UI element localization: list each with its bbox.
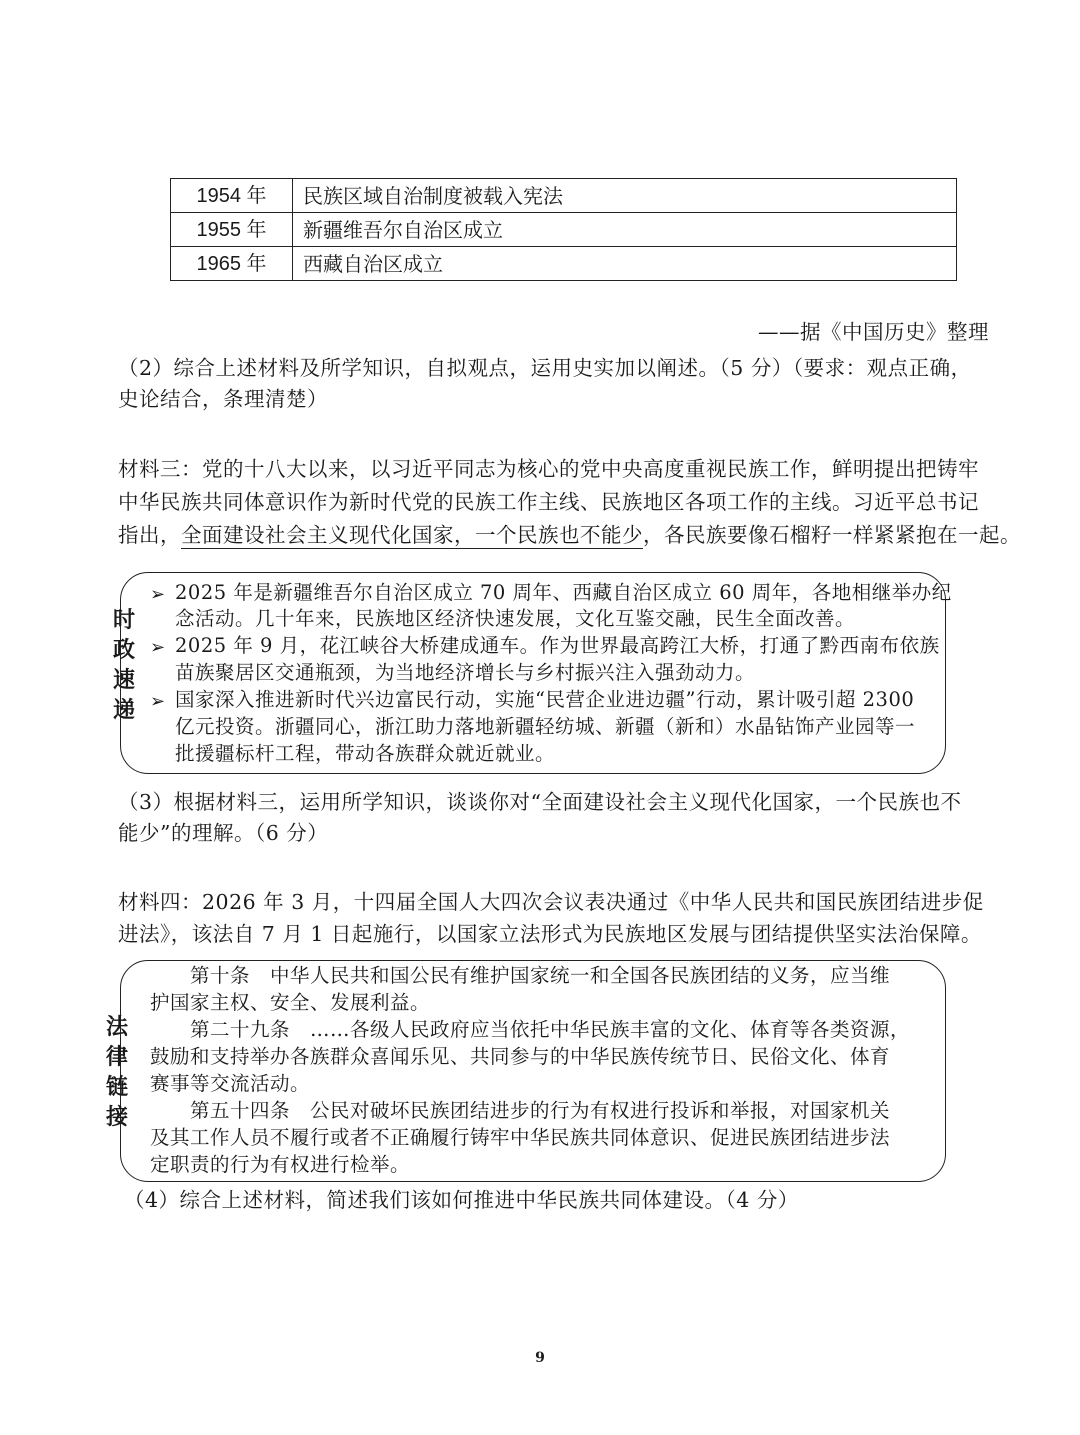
page-number: 9 <box>535 1350 545 1366</box>
law-article-54-line: 第五十四条 公民对破坏民族团结进步的行为有权进行投诉和举报，对国家机关 <box>190 1099 891 1122</box>
news-line: 2025 年 9 月，花江峡谷大桥建成通车。作为世界最高跨江大桥，打通了黔西南布依族 <box>175 634 940 657</box>
question-2-line-1: （2）综合上述材料及所学知识，自拟观点，运用史实加以阐述。（5 分）（要求：观点正确， <box>118 356 972 380</box>
table-row <box>171 179 957 213</box>
question-3-line-1: （3）根据材料三，运用所学知识，谈谈你对“全面建设社会主义现代化国家，一个民族也不 <box>118 790 962 814</box>
news-line: 国家深入推进新时代兴边富民行动，实施“民营企业进边疆”行动，累计吸引超 2300 <box>175 688 915 711</box>
event-cell: 西藏自治区成立 <box>293 247 957 281</box>
news-line: 亿元投资。浙疆同心，浙江助力落地新疆轻纺城、新疆（新和）水晶钻饰产业园等一 <box>175 715 916 738</box>
question-2-line-2: 史论结合，条理清楚） <box>118 387 328 411</box>
event-cell: 新疆维吾尔自治区成立 <box>293 213 957 247</box>
material-3-line-1: 材料三：党的十八大以来，以习近平同志为核心的党中央高度重视民族工作，鲜明提出把铸牢 <box>118 457 979 481</box>
year-cell: 1965 年 <box>171 247 293 281</box>
source-citation: ——据《中国历史》整理 <box>758 320 989 344</box>
bullet-arrow-icon: ➢ <box>150 584 166 605</box>
law-article-10-line: 第十条 中华人民共和国公民有维护国家统一和全国各民族团结的义务，应当维 <box>190 964 891 987</box>
law-link-label: 法 律 链 接 <box>105 1014 128 1130</box>
news-line: 2025 年是新疆维吾尔自治区成立 70 周年、西藏自治区成立 60 周年，各地相继举办纪 <box>175 581 952 604</box>
table-row <box>171 213 957 247</box>
news-line: 念活动。几十年来，民族地区经济快速发展，文化互鉴交融，民生全面改善。 <box>175 607 856 630</box>
event-cell: 民族区域自治制度被载入宪法 <box>293 179 957 213</box>
law-line: 定职责的行为有权进行检举。 <box>150 1153 411 1176</box>
year-cell: 1955 年 <box>171 213 293 247</box>
law-line: 护国家主权、安全、发展利益。 <box>150 991 431 1014</box>
timeline-table <box>170 178 957 281</box>
news-line: 批援疆标杆工程，带动各族群众就近就业。 <box>175 742 556 765</box>
bullet-arrow-icon: ➢ <box>150 637 166 658</box>
question-4: （4）综合上述材料，简述我们该如何推进中华民族共同体建设。（4 分） <box>124 1188 799 1212</box>
question-3-line-2: 能少”的理解。（6 分） <box>118 821 329 845</box>
material-3-line-2: 中华民族共同体意识作为新时代党的民族工作主线、民族地区各项工作的主线。习近平总书记 <box>118 490 979 514</box>
law-line: 鼓励和支持举办各族群众喜闻乐见、共同参与的中华民族传统节日、民俗文化、体育 <box>150 1045 891 1068</box>
table-row <box>171 247 957 281</box>
year-cell: 1954 年 <box>171 179 293 213</box>
bullet-arrow-icon: ➢ <box>150 691 166 712</box>
law-article-29-line: 第二十九条 ……各级人民政府应当依托中华民族丰富的文化、体育等各类资源， <box>190 1018 911 1041</box>
material-4-line-2: 进法》，该法自 7 月 1 日起施行，以国家立法形式为民族地区发展与团结提供坚实法治保障。 <box>118 922 982 946</box>
news-line: 苗族聚居区交通瓶颈，为当地经济增长与乡村振兴注入强劲动力。 <box>175 661 756 684</box>
underlined-quote: 全面建设社会主义现代化国家，一个民族也不能少 <box>181 523 643 547</box>
material-4-line-1: 材料四：2026 年 3 月，十四届全国人大四次会议表决通过《中华人民共和国民族团结进步促 <box>118 890 984 914</box>
law-line: 及其工作人员不履行或者不正确履行铸牢中华民族共同体意识、促进民族团结进步法 <box>150 1126 891 1149</box>
law-line: 赛事等交流活动。 <box>150 1072 311 1095</box>
material-3-line-3: 指出，全面建设社会主义现代化国家，一个民族也不能少，各民族要像石榴籽一样紧紧抱在一起。 <box>118 523 1021 547</box>
current-affairs-label: 时 政 速 递 <box>112 607 135 723</box>
